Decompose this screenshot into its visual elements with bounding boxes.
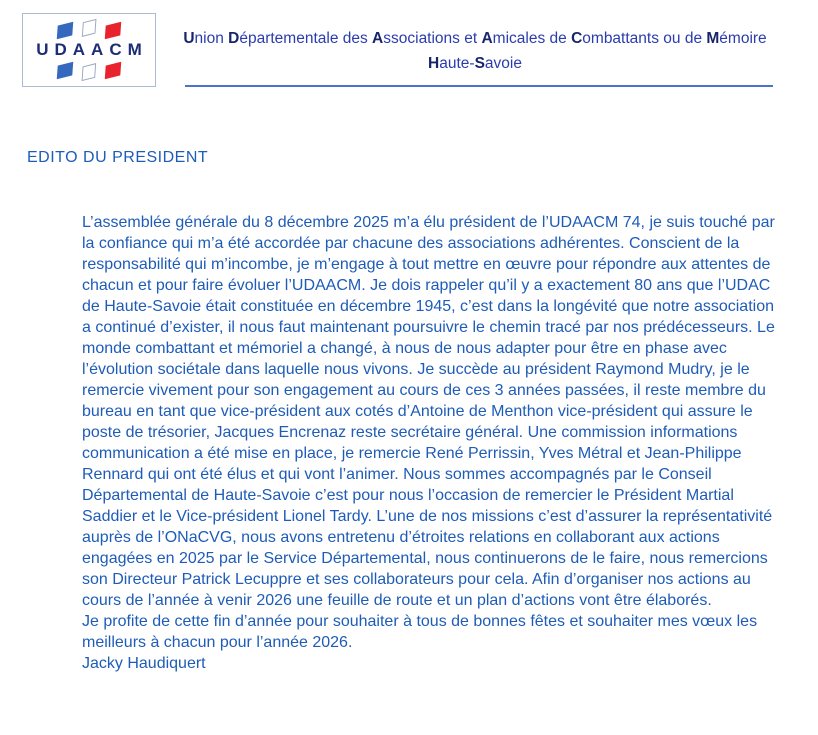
org-title bbox=[150, 26, 800, 76]
org-title-segment: M bbox=[706, 30, 720, 47]
editorial-paragraph: L’assemblée générale du 8 décembre 2025 m’a élu président de l’UDAACM 74, je suis touché par la confiance qui m’a été accordée par chacune des associations adhérentes. Conscient de la responsabilité qui m’incombe, je m’engage à tout mettre en œuvre pour répondre aux attentes de chacun et pour faire évoluer l’UDAACM. Je dois rappeler qu’il y a exactement 80 ans que l’UDAC de Haute-Savoie était constituée en décembre 1945, c’est dans la longévité que notre association a continué d’exister, il nous faut maintenant poursuivre le chemin tracé par nos prédécesseurs. Le monde combattant et mémoriel a changé, à nous de nous adapter pour être en phase avec l’évolution sociétale dans laquelle nous vivons. Je succède au président Raymond Mudry, je le remercie vivement pour son engagement au cours de ces 3 années passées, il reste membre du bureau en tant que vice-président aux cotés d’Antoine de Menthon vice-président qui assure le poste de trésorier, Jacques Encrenaz reste secrétaire général. Une commission informations communication a été mise en place, je remercie René Perrissin, Yves Métral et Jean-Philippe Rennard qui ont été élus et qui vont l’animer. Nous sommes accompagnés par le Conseil Départemental de Haute-Savoie c’est pour nous l’occasion de remercier le Président Martial Saddier et le Vice-président Lionel Tardy. L’une de nos missions c’est d’assurer la représentativité auprès de l’ONaCVG, nous avons entretenu d’étroites relations en collaborant aux actions engagées en 2025 par le Service Départemental, nous continuerons de le faire, nous remercions son Directeur Patrick Lecuppre et ses collaborateurs pour cela. Afin d’organiser nos actions au cours de l’année à venir 2026 une feuille de route et un plan d’actions vont être élaborés. bbox=[82, 214, 775, 609]
signature: Jacky Haudiquert bbox=[82, 655, 206, 672]
flag-red-icon bbox=[105, 21, 121, 39]
page-title: EDITO DU PRESIDENT bbox=[27, 149, 209, 166]
org-title-segment: H bbox=[428, 55, 440, 72]
org-title-segment: S bbox=[474, 55, 485, 72]
org-title-segment: D bbox=[228, 30, 240, 47]
org-title-segment: avoie bbox=[484, 55, 522, 72]
org-title-segment: U bbox=[183, 30, 195, 47]
org-title-segment: ombattants ou de bbox=[582, 30, 707, 47]
org-title-segment: A bbox=[481, 30, 493, 47]
org-title-segment: émoire bbox=[719, 30, 767, 47]
editorial-paragraph: Je profite de cette fin d’année pour souhaiter à tous de bonnes fêtes et souhaiter mes vœux les meilleurs à chacun pour l’année 2026. bbox=[82, 613, 758, 651]
flag-blue-icon bbox=[57, 61, 73, 79]
org-title-segment: A bbox=[372, 30, 384, 47]
udaacm-logo bbox=[22, 13, 156, 87]
logo-flag-row-bottom bbox=[57, 62, 121, 78]
org-title-segment: aute- bbox=[439, 55, 475, 72]
org-title-line1 bbox=[150, 26, 800, 51]
org-title-segment: nion bbox=[194, 30, 229, 47]
org-title-segment: C bbox=[571, 30, 583, 47]
org-title-segment: micales de bbox=[492, 30, 572, 47]
org-title-line2 bbox=[150, 51, 800, 76]
org-title-segment: ssociations et bbox=[383, 30, 482, 47]
flag-red-icon bbox=[105, 61, 121, 79]
logo-flag-row-top bbox=[57, 22, 121, 38]
flag-white-icon bbox=[82, 19, 97, 37]
header-divider bbox=[185, 85, 773, 87]
editorial-body bbox=[82, 212, 782, 674]
flag-white-icon bbox=[82, 63, 97, 81]
org-title-segment: épartementale des bbox=[239, 30, 373, 47]
flag-blue-icon bbox=[57, 21, 73, 39]
logo-acronym: UDAACM bbox=[36, 40, 148, 59]
